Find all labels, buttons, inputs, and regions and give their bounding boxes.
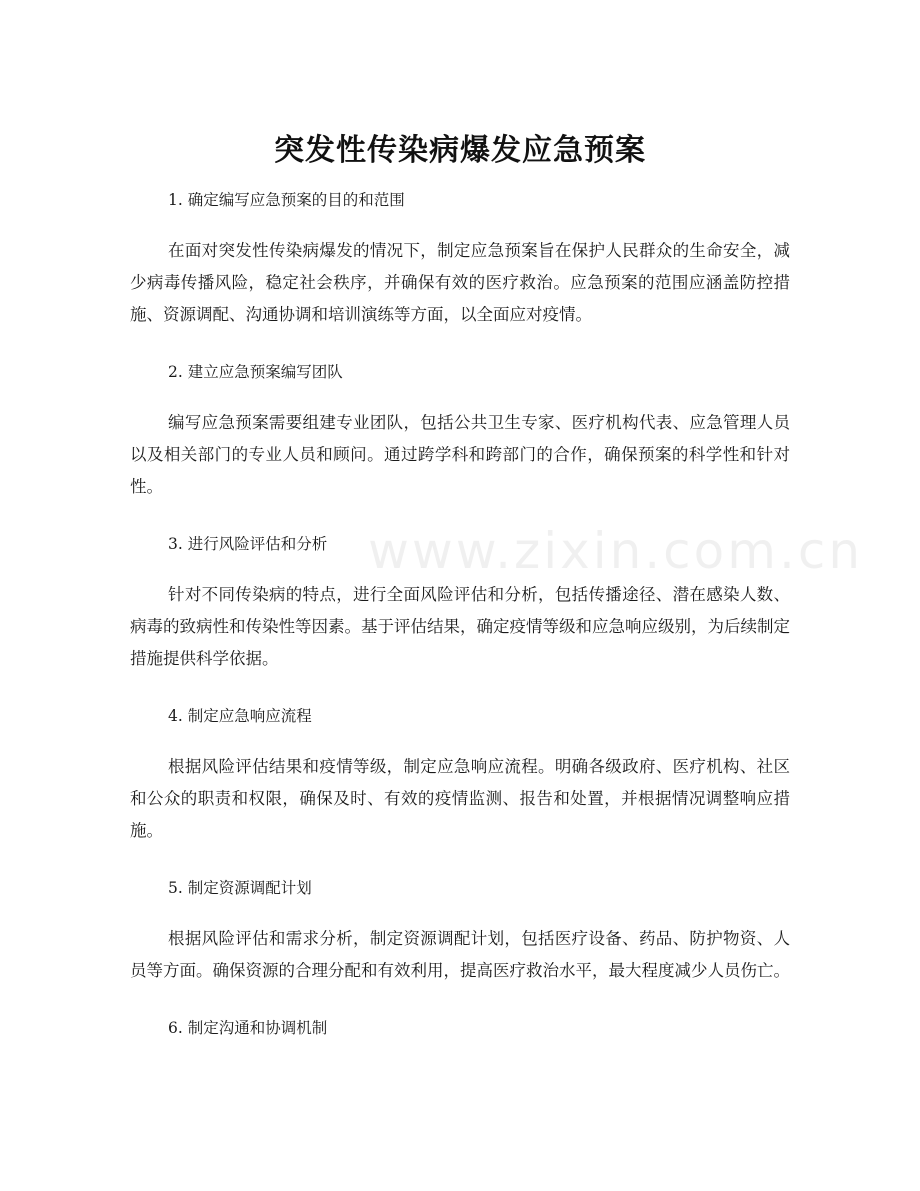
section-6 — [130, 1012, 790, 1044]
section-paragraph: 在面对突发性传染病爆发的情况下，制定应急预案旨在保护人民群众的生命安全，减少病毒传播风险，稳定社会秩序，并确保有效的医疗救治。应急预案的范围应涵盖防控措施、资源调配、沟通协调和培训演练等方面，以全面应对疫情。 — [130, 241, 790, 324]
section-heading: 4. 制定应急响应流程 — [168, 707, 312, 725]
section-paragraph: 针对不同传染病的特点，进行全面风险评估和分析，包括传播途径、潜在感染人数、病毒的致病性和传染性等因素。基于评估结果，确定疫情等级和应急响应级别，为后续制定措施提供科学依据。 — [130, 585, 790, 668]
section-3 — [130, 528, 790, 675]
section-5 — [130, 872, 790, 987]
section-paragraph: 根据风险评估和需求分析，制定资源调配计划，包括医疗设备、药品、防护物资、人员等方面。确保资源的合理分配和有效利用，提高医疗救治水平，最大程度减少人员伤亡。 — [130, 929, 790, 980]
section-heading: 1. 确定编写应急预案的目的和范围 — [168, 191, 405, 209]
section-heading: 2. 建立应急预案编写团队 — [168, 363, 343, 381]
section-heading: 5. 制定资源调配计划 — [168, 879, 312, 897]
document-title: 突发性传染病爆发应急预案 — [274, 133, 646, 169]
section-2 — [130, 356, 790, 503]
section-heading: 6. 制定沟通和协调机制 — [168, 1019, 328, 1037]
section-1 — [130, 184, 790, 331]
section-paragraph: 根据风险评估结果和疫情等级，制定应急响应流程。明确各级政府、医疗机构、社区和公众的职责和权限，确保及时、有效的疫情监测、报告和处置，并根据情况调整响应措施。 — [130, 757, 790, 840]
section-heading: 3. 进行风险评估和分析 — [168, 535, 328, 553]
section-4 — [130, 700, 790, 847]
watermark: www.zixin.com.cn — [368, 522, 864, 580]
section-paragraph: 编写应急预案需要组建专业团队，包括公共卫生专家、医疗机构代表、应急管理人员以及相关部门的专业人员和顾问。通过跨学科和跨部门的合作，确保预案的科学性和针对性。 — [130, 413, 790, 496]
document-body — [130, 184, 790, 1069]
